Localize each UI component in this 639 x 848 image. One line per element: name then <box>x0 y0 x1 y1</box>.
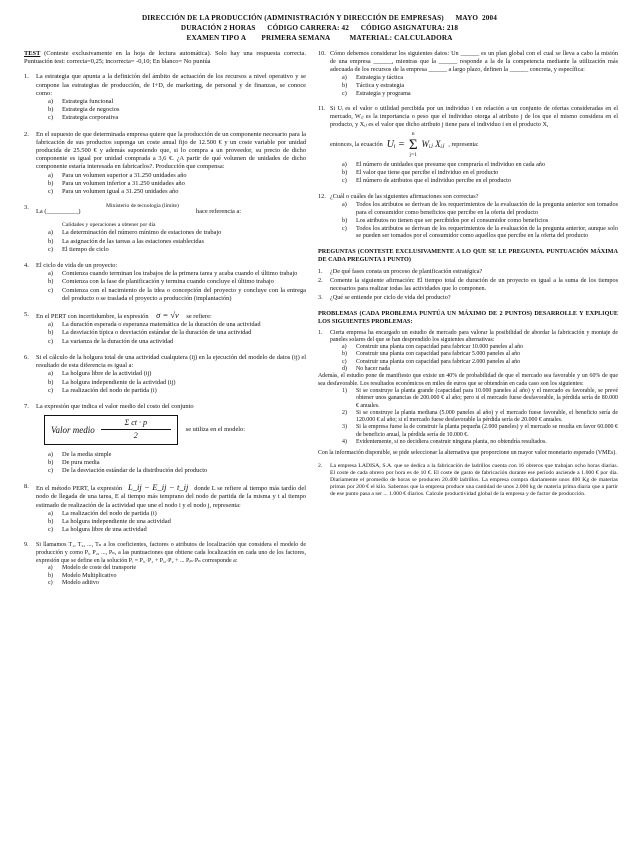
right-column <box>318 50 618 506</box>
summation <box>409 131 418 159</box>
option-b: b) La holgura independiente de la actividad (ij) <box>48 378 176 386</box>
question-number: 10. <box>318 50 326 57</box>
pregunta-text: Comente la siguiente afirmación: El tiempo total de duración de un proyecto es igual a la suma de los tiempos necesarios para realizar todas las actividades que lo componen. <box>330 277 618 292</box>
question-3 <box>24 204 306 254</box>
option-b: b) La desviación típica o desviación estándar de la duración de una actividad <box>48 329 252 337</box>
equation-rhs: Wᵢⱼ Xᵢⱼ <box>421 139 445 150</box>
option-c: c) Comienza con el nacimiento de la idea o concepción del proyecto y concluye con la entrega del producto o se traslada el proyecto a producción (implantación) <box>48 286 306 302</box>
scenario-4: 4) Evidentemente, si no decidiera construir ninguna planta, no obtendría resultados. <box>342 439 547 446</box>
option-c: c) Todos los atributos se derivan de los requerimientos de la evaluación de la pregunta anterior, aunque solo se pueden ser tomados por el consumidor como aquellos que percibe en la oferta del producto <box>342 224 618 240</box>
option-b: b) Modelo Multiplicativo <box>48 572 117 579</box>
equation-row <box>330 131 618 159</box>
option-a: a) Todos los atributos se derivan de los requerimientos de la evaluación de la pregunta anterior son tomados para el consumidor como beneficios que percibe en la oferta del producto <box>342 200 618 216</box>
question-number: 3. <box>24 204 29 212</box>
problema-1-closing: Con la información disponible, se pide seleccionar la alternativa que proporcione un mayor valor monetario esperado (VMEs). <box>318 450 617 457</box>
option-a: a) La holgura libre de la actividad (ij) <box>48 370 152 378</box>
option-b: b) Táctica y estrategia <box>342 81 405 89</box>
question-text: Si llamamos T₁, T₂, ..., Tₙ a los coeficientes, factores o atributos de localización que considera el modelo de producción y como Pᵢ, P₂, ..., Pₙ, a las puntuaciones que obtiene cada localización en cada uno de los factores, expresión que se define en la solución Pᵢ = Pᵢ₁·P₁ + Pᵢ₂·P₂ + ... Pᵢₙ·Pₙ corresponde a: <box>36 542 306 564</box>
option-b: b) La asignación de las tareas a las estaciones establecidas <box>48 237 204 245</box>
preguntas-heading: PREGUNTAS (CONTESTE EXCLUSIVAMENTE A LO QUE SE LE PREGUNTA. PUNTUACIÓN MÁXIMA DE CADA PREGUNTA 1 PUNTO) <box>318 248 618 264</box>
pregunta-number: 1. <box>318 268 323 276</box>
question-4 <box>24 262 306 303</box>
question-11 <box>318 105 618 184</box>
question-text: El ciclo de vida de un proyecto: <box>36 262 118 270</box>
question-sub: Calidades y operaciones a obtener por día <box>62 222 156 229</box>
question-text: La (__________) <box>36 208 81 216</box>
option-a: a) Para un volumen superior a 31.250 unidades año <box>48 171 187 179</box>
test-label: TEST <box>24 50 41 57</box>
problema-number: 2. <box>318 462 323 469</box>
question-text-after: donde L se refiere al tiempo más tardío del nodo de llegada de una tarea, E al tiempo más temprano del nodo de partida de la misma y t al tiempo estimado de realización de la actividad que une el nodo i y el nodo j, representa: <box>36 485 306 509</box>
alternative-d: d) No hacer nada <box>342 366 391 373</box>
question-number: 4. <box>24 262 29 270</box>
problemas-heading: PROBLEMAS (CADA PROBLEMA PUNTÚA UN MÁXIMO DE 2 PUNTOS) DESARROLLE Y EXPLIQUE LOS SIGUIENTES PROBLEMAS: <box>318 309 618 325</box>
question-9 <box>24 542 306 588</box>
question-number: 8. <box>24 483 29 491</box>
option-a: a) La duración esperada o esperanza matemática de la duración de una actividad <box>48 321 261 329</box>
formula: σ = √v <box>156 310 179 321</box>
question-text: ¿Cuál o cuáles de las siguientes afirmaciones son correctas? <box>330 192 479 200</box>
pregunta-1 <box>318 268 618 276</box>
question-text: Cómo debemos considerar los siguientes datos: Un ______ es un plan global con el cual se lleva a cabo la misión de una empresa ______, mientras que la ______ responde a la de la competencia mediante la utilización más adecuada de los recursos de la empresa ______ a largo plazo, definen la ______ concreta, y específica: <box>330 50 618 73</box>
option-a: a) Comienza cuando terminan los trabajos de la primera tarea y acaba cuando el último trabajo <box>48 270 298 278</box>
test-instructions-text: (Conteste exclusivamente en la hoja de lectura automática). Solo hay una respuesta correcta. Puntuación test: correcta=0,25; incorrecta= -0,10; En blanco= No puntúa <box>24 50 306 66</box>
question-text-mid: hace referencia a: <box>196 208 242 216</box>
question-1 <box>24 73 306 122</box>
option-c: c) De la desviación estándar de la distribución del producto <box>48 466 208 474</box>
question-note: Ministerio de tecnología (límite) <box>106 203 179 210</box>
formula-box <box>44 415 178 444</box>
option-c: c) Para un volumen igual a 31.250 unidades año <box>48 188 179 196</box>
equation-lhs: Uᵢ = <box>386 139 405 151</box>
option-b: b) La holgura independiente de una actividad <box>48 517 171 525</box>
alternative-c: c) Construir una planta con capacidad para fabricar 2.000 paneles al año <box>342 358 521 365</box>
test-instructions <box>24 50 306 66</box>
formula-numerator: Σ ct · p <box>124 418 148 428</box>
option-c: c) Modelo aditivo <box>48 580 99 587</box>
question-12 <box>318 193 618 240</box>
formula-denominator: 2 <box>133 431 138 441</box>
option-a: a) La determinación del número mínimo de estaciones de trabajo <box>48 229 222 237</box>
problema-1 <box>318 330 618 447</box>
sum-sign: Σ <box>408 137 418 154</box>
equation-lead: entonces, la ecuación <box>330 141 383 149</box>
pregunta-2 <box>318 277 618 293</box>
question-number: 11. <box>318 105 326 113</box>
option-c: c) La realización del nodo de partida (i) <box>48 386 157 394</box>
formula: L_ij − E_ij − t_ij <box>128 482 189 493</box>
question-5 <box>24 311 306 346</box>
option-c: c) La varianza de la duración de una actividad <box>48 337 174 345</box>
question-7 <box>24 403 306 475</box>
option-c: c) El número de atributos que el individuo percibe en el producto <box>342 176 511 184</box>
problema-body: Además, el estudio pone de manifiesto que existe un 40% de probabilidad de que el mercado sea favorable y un 60% de que sea desfavorable. Los resultados económicos en miles de euros que se obtendrán en cada caso son los siguientes: <box>318 373 618 387</box>
equation-after: , representa: <box>448 141 479 149</box>
option-c: c) Estrategia corporativa <box>48 114 119 122</box>
pregunta-number: 2. <box>318 277 323 285</box>
formula-lhs: Valor medio <box>51 424 95 435</box>
pregunta-text: ¿Qué se entiende por ciclo de vida del producto? <box>330 293 451 301</box>
question-number: 12. <box>318 192 326 200</box>
problema-text: La empresa LADISA, S.A. que se dedica a la fabricación de ladrillos cuenta con 16 obreros que trabajan ocho horas diarias. El coste de cada obrero por hora es de 10 €. El coste de gasto de fabricación durante ese período asciende a 1.000 € por día. Diariamente el promedio de horas se producen 20.400 ladrillos. La empresa compra diariamente unos 400 Kg de materias primas por 200 € el kilo. Sabemos que la empresa produce una cantidad de unos 2.000 kg de materia prima diaria que a partir de ese punto pasa a ser ... 1.000 € diarios. Calcule productividad global de la empresa y de factor de producción. <box>330 462 618 497</box>
pregunta-3 <box>318 294 618 302</box>
option-b: b) El valor que tiene que percibe el individuo en el producto <box>342 169 499 177</box>
scenario-2: 2) Si se construye la planta mediana (5.000 paneles al año) y el mercado fuese favorable, el beneficio sería de 120.000 € al año; si el mercado fuese desfavorable la pérdida sería de 20.000 € anuales. <box>342 409 618 424</box>
formula-block <box>44 415 306 444</box>
option-a: a) El número de unidades que presume que compraría el individuo en cada año <box>342 161 545 169</box>
question-text: La expresión que indica el valor medio del costo del conjunto <box>36 402 194 410</box>
option-b: b) Comienza con la fase de planificación y termina cuando concluye el último trabajo <box>48 278 274 286</box>
pregunta-number: 3. <box>318 293 323 301</box>
option-a: a) Estrategia funcional <box>48 98 114 106</box>
question-text-after: se utiliza en el modelo: <box>185 425 246 433</box>
left-column <box>24 50 306 596</box>
formula-fraction <box>101 419 171 440</box>
alternative-b: b) Construir una planta con capacidad para fabricar 5.000 paneles al año <box>342 351 521 358</box>
pregunta-text: ¿De qué fases consta un proceso de planificación estratégica? <box>330 268 483 276</box>
question-number: 1. <box>24 73 29 81</box>
question-6 <box>24 354 306 395</box>
question-number: 2. <box>24 130 29 138</box>
question-number: 9. <box>24 542 29 549</box>
problema-text: Cierta empresa ha encargado un estudio de mercado para valorar la posibilidad de abordar la fabricación y montaje de paneles solares del que se han desprendido los siguientes alternativas: <box>330 329 618 343</box>
question-10 <box>318 50 618 97</box>
question-text: En el PERT con incertidumbre, la expresión <box>36 313 149 321</box>
option-b: b) Para un volumen inferior a 31.250 unidades año <box>48 179 185 187</box>
question-text: Si Uᵢ es el valor o utilidad percibida por un individuo i en relación a un conjunto de ofertas consideradas en el mercado, Wᵢⱼ es la importancia o peso que el individuo otorga al atributo j de los que el mismo considera en el producto, y Xᵢⱼ es el valor que dicho atributo j tiene para el individuo i en el producto X, <box>330 105 618 129</box>
sum-lower: j=1 <box>409 152 417 159</box>
option-b: b) Los atributos no tienen que ser percibidos por el consumidor como beneficios <box>342 216 549 224</box>
header-line-3: EXAMEN TIPO A PRIMERA SEMANA MATERIAL: CALCULADORA <box>186 34 453 42</box>
alternative-a: a) Construir una planta con capacidad para fabricar 10.000 paneles al año <box>342 344 523 351</box>
option-b: b) Estrategia de negocios <box>48 106 120 114</box>
option-a: a) Modelo de coste del transporte <box>48 565 136 572</box>
option-a: a) De la media simple <box>48 450 112 458</box>
problema-2 <box>318 463 618 498</box>
scenario-1: 1) Si se construye la planta grande (capacidad para 10.000 paneles al año) y el mercado es favorable, se prevé obtener unos ganancias de 200.000 € al año; pero si el mercado fuese desfavorable, la pérdida sería de 80.000 € anuales. <box>342 387 618 409</box>
question-number: 5. <box>24 311 29 319</box>
question-text: La estrategia que apunta a la definición del ámbito de actuación de los recursos a nivel operativo y se compone las estrategias de producción, de I+D, de marketing, de personal y de finanzas, se conoce como: <box>36 73 306 97</box>
question-number: 7. <box>24 402 29 410</box>
sum-upper: n <box>411 131 415 138</box>
question-number: 6. <box>24 353 29 361</box>
header-line-1: DIRECCIÓN DE LA PRODUCCIÓN (ADMINISTRACIÓN Y DIRECCIÓN DE EMPRESAS) MAYO 2004 <box>141 14 498 22</box>
option-b: b) De pura media <box>48 458 100 466</box>
option-c: c) Estrategia y programa <box>342 89 411 97</box>
option-a: a) Estrategia y táctica <box>342 73 404 81</box>
option-c: c) La holgura libre de una actividad <box>48 526 147 534</box>
problema-number: 1. <box>318 329 323 336</box>
question-text-after: se refiere: <box>186 313 212 321</box>
question-text: Si el cálculo de la holgura total de una actividad cualquiera (ij) en la ejecución del modelo de datos (ij) el resultado de esta diferencia es igual a: <box>36 353 306 370</box>
option-c: c) El tiempo de ciclo <box>48 245 109 253</box>
question-2 <box>24 131 306 197</box>
question-text: En el método PERT, la expresión <box>36 485 123 493</box>
header-line-2: DURACIÓN 2 HORAS CÓDIGO CARRERA: 42 CÓDIGO ASIGNATURA: 218 <box>180 24 459 32</box>
scenario-3: 3) Si la empresa fuese la de construir la planta pequeña (2.000 paneles) y el mercado se resulta en favor 60.000 € de beneficio anual, la pérdida sería de 10.000 €. <box>342 424 618 438</box>
fraction-bar <box>101 429 171 430</box>
option-a: a) La realización del nodo de partida (i) <box>48 509 157 517</box>
question-8 <box>24 483 306 534</box>
question-text: En el supuesto de que determinada empresa quiere que la producción de un componente necesario para la fabricación de sus productos suponga un coste anual fijo de 12.500 € y un coste variable por unidad producida de 25.500 € y además suponiendo que, si lo compra a un proveedor, su precio de dicho componente es igual por unidad comprada a 3,6 €. ¿A partir de qué volumen de unidades de dicho componente estaría interesada en fabricarlos?. Producción que compensa: <box>36 130 306 171</box>
